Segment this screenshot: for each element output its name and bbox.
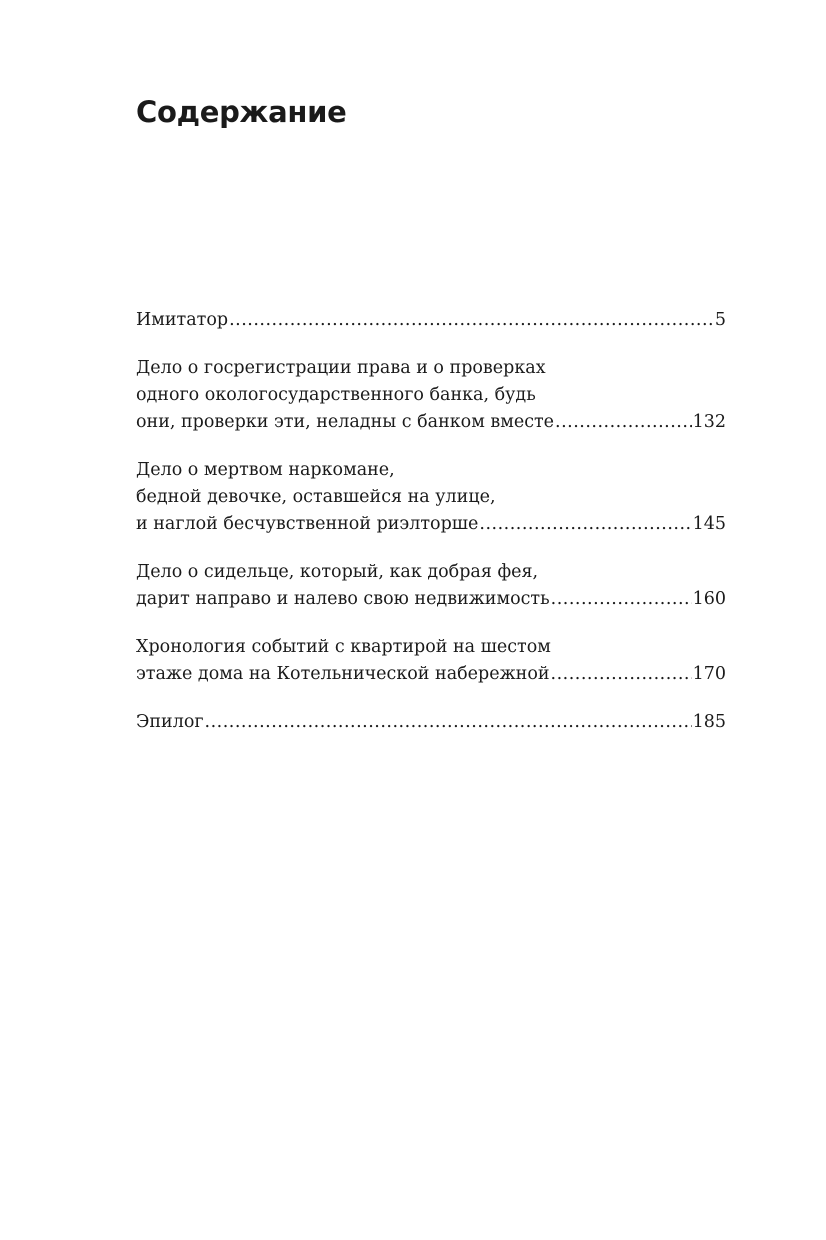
toc-entry-title: они, проверки эти, неладны с банком вместе (136, 412, 555, 432)
dot-leader (551, 586, 692, 613)
toc-entry-title: дарит направо и налево свою недвижимость (136, 589, 550, 609)
page-title: Содержание (136, 95, 347, 129)
toc-entry-convict[interactable] (136, 559, 726, 613)
toc-entry-chronology[interactable] (136, 634, 726, 688)
toc-page-number: 5 (714, 310, 726, 330)
toc-entry-imitator[interactable] (136, 307, 726, 334)
toc-entry-dead-addict[interactable] (136, 457, 726, 538)
toc-page-number: 185 (692, 712, 726, 732)
toc-page-number: 132 (692, 412, 726, 432)
dot-leader (205, 709, 692, 736)
dot-leader (555, 409, 692, 436)
toc-entry-line: бедной девочке, оставшейся на улице, (136, 487, 496, 507)
dot-leader (551, 661, 692, 688)
toc-entry-last-line (136, 409, 726, 436)
toc-entry-last-line (136, 709, 726, 736)
dot-leader (229, 307, 714, 334)
toc-entry-last-line (136, 661, 726, 688)
toc-entry-line: Дело о мертвом наркомане, (136, 460, 395, 480)
toc-entry-line: Дело о сидельце, который, как добрая фея, (136, 562, 539, 582)
toc-page-number: 145 (692, 514, 726, 534)
toc-entry-last-line (136, 586, 726, 613)
toc-entry-line: одного окологосударственного банка, будь (136, 385, 536, 405)
toc-page-number: 170 (692, 664, 726, 684)
toc-entry-title: и наглой бесчувственной риэлторше (136, 514, 479, 534)
toc-entry-title: Эпилог (136, 712, 204, 732)
toc-entry-last-line (136, 511, 726, 538)
toc-entry-gosregistration[interactable] (136, 355, 726, 436)
toc-entry-title: этаже дома на Котельнической набережной (136, 664, 550, 684)
table-of-contents (136, 307, 726, 757)
dot-leader (479, 511, 691, 538)
toc-entry-last-line (136, 307, 726, 334)
toc-entry-epilogue[interactable] (136, 709, 726, 736)
toc-entry-line: Хронология событий с квартирой на шестом (136, 637, 551, 657)
toc-entry-line: Дело о госрегистрации права и о проверках (136, 358, 546, 378)
toc-entry-title: Имитатор (136, 310, 229, 330)
toc-page-number: 160 (692, 589, 726, 609)
